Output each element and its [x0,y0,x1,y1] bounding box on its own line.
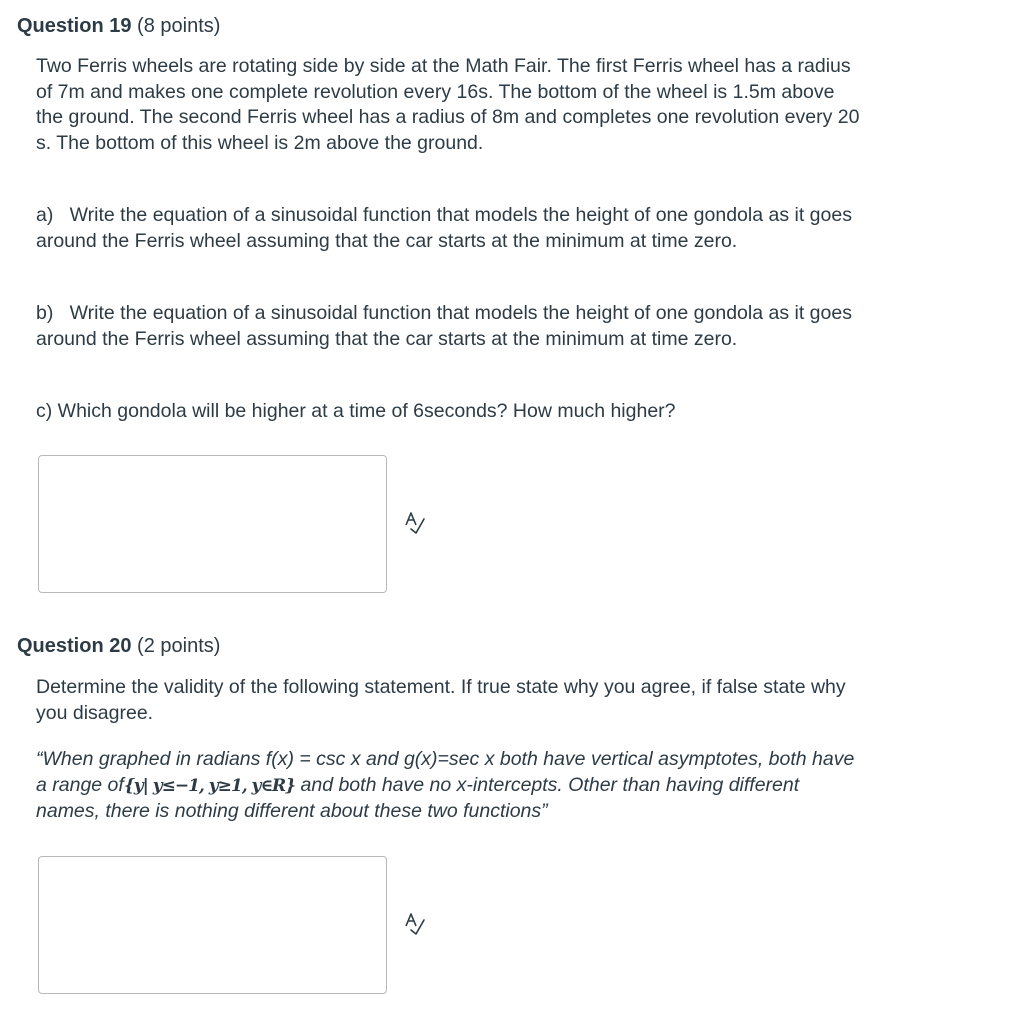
question-19-header [17,14,220,38]
question-20-quote [36,747,856,825]
question-title: Question 20 [17,635,132,657]
quote-part-1: “When graphed in radians f(x) = csc x and g(x)=sec x both have vertical asymptotes, both have a range of [36,748,855,796]
question-20-header [17,634,220,658]
question-20-answer-box[interactable] [38,856,387,994]
part-a-label: a) [36,204,54,226]
question-points: (2 points) [137,635,221,657]
question-19-part-c: c) Which gondola will be higher at a time of 6seconds? How much higher? [36,400,676,422]
question-20-prompt: Determine the validity of the following statement. If true state why you agree, if false state why you disagree. [36,676,846,724]
question-title: Question 19 [17,15,132,37]
part-b-label: b) [36,302,54,324]
spell-check-icon[interactable] [402,912,428,936]
range-set-notation: {y| y≤−1, y≥1, y∈R} [123,775,296,796]
question-19-answer-box[interactable] [38,455,387,593]
question-points: (8 points) [137,15,221,37]
spell-check-icon[interactable] [402,511,428,535]
question-19-part-a [36,203,866,254]
question-19-intro: Two Ferris wheels are rotating side by side at the Math Fair. The first Ferris wheel has a radius of 7m and makes one complete revolution every 16s. The bottom of the wheel is 1.5m above the ground. The second Ferris wheel has a radius of 8m and completes one revolution every 20 s. The bottom of this wheel is 2m above the ground. [36,55,860,154]
quote-part-2: and both have no x-intercepts. Other than having different names, there is nothing different about these two functions” [36,773,800,822]
part-b-text: Write the equation of a sinusoidal function that models the height of one gondola as it goes around the Ferris wheel assuming that the car starts at the minimum at time zero. [36,302,852,350]
part-a-text: Write the equation of a sinusoidal function that models the height of one gondola as it goes around the Ferris wheel assuming that the car starts at the minimum at time zero. [36,204,852,252]
question-19-part-b [36,301,866,352]
